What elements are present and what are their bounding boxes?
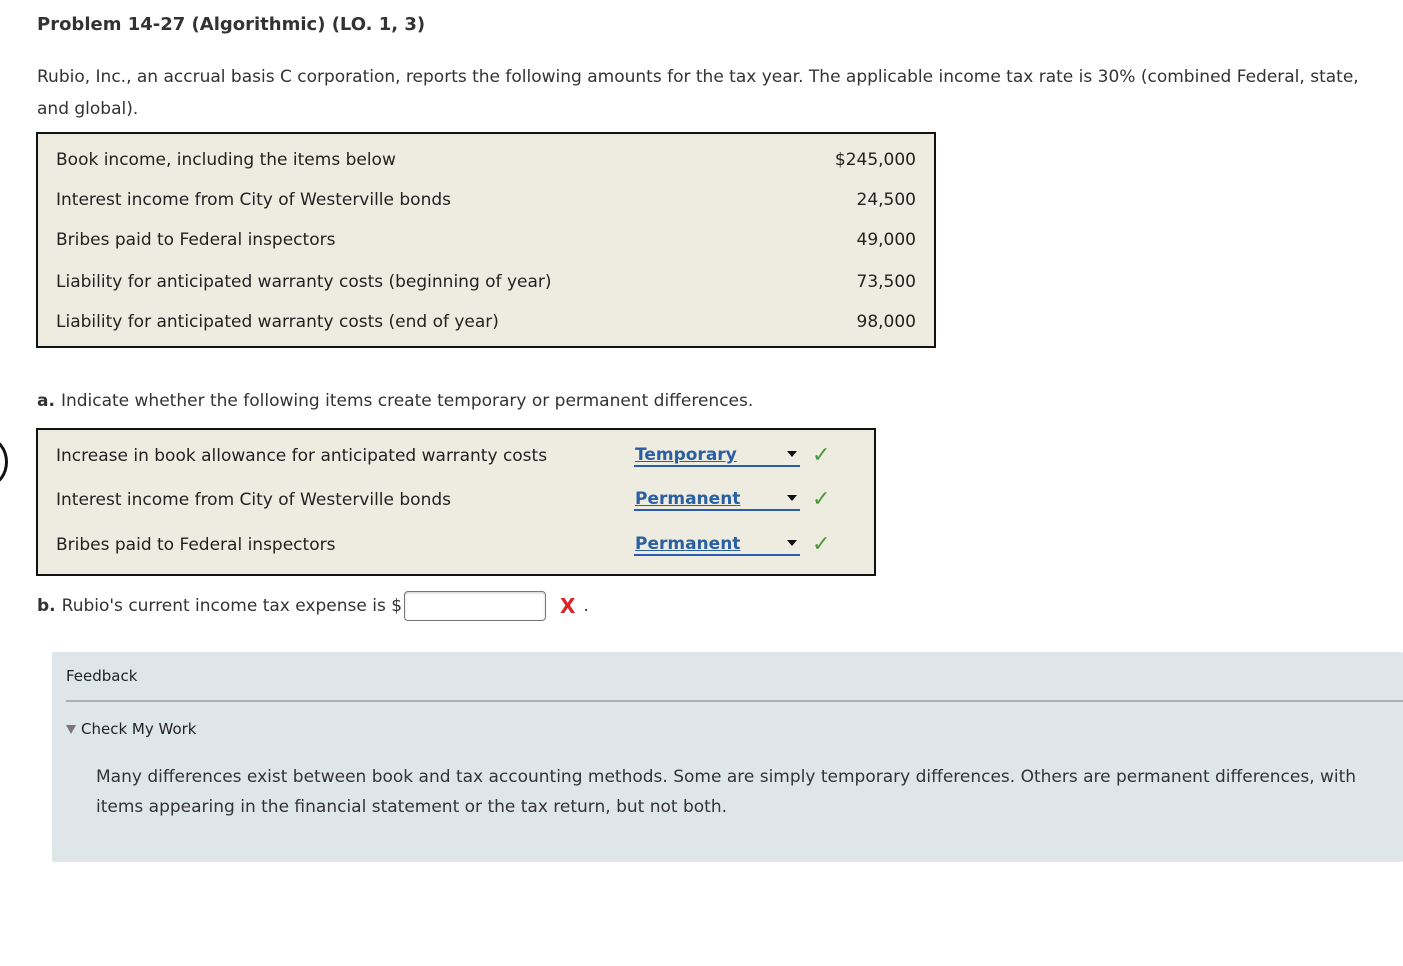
amounts-table <box>36 132 936 348</box>
amount-label: Bribes paid to Federal inspectors <box>56 230 336 250</box>
sentence-period: . <box>583 596 589 616</box>
feedback-panel <box>52 652 1403 862</box>
amount-label: Liability for anticipated warranty costs (beginning of year) <box>56 272 552 292</box>
correct-check-icon: ✓ <box>812 487 831 512</box>
incorrect-x-icon: X <box>560 594 576 618</box>
part-a-text: Indicate whether the following items create temporary or permanent differences. <box>60 391 754 411</box>
dropdown-caret-icon <box>787 451 797 457</box>
part-b-prompt <box>37 589 589 623</box>
amount-row <box>56 220 916 260</box>
selected-value: Permanent <box>635 534 741 554</box>
amount-row <box>56 302 916 342</box>
classification-table <box>36 428 876 576</box>
part-b-label: b. <box>37 596 56 616</box>
amount-label: Book income, including the items below <box>56 150 396 170</box>
amount-row <box>56 180 916 220</box>
feedback-divider <box>66 700 1403 702</box>
difference-type-select[interactable] <box>634 489 800 511</box>
item-description: Increase in book allowance for anticipated warranty costs <box>56 446 548 466</box>
amount-value: 98,000 <box>856 312 916 332</box>
amount-value: $245,000 <box>834 150 916 170</box>
side-circle-icon[interactable] <box>0 438 8 486</box>
amount-row <box>56 140 916 180</box>
difference-type-select[interactable] <box>634 534 800 556</box>
item-description: Bribes paid to Federal inspectors <box>56 535 336 555</box>
amount-value: 73,500 <box>856 272 916 292</box>
check-my-work-toggle[interactable] <box>66 720 196 738</box>
feedback-text: Many differences exist between book and tax accounting methods. Some are simply temporary differences. Others are permanent differences, with items appearing in the financial statement or the tax return, but not both. <box>96 767 1357 817</box>
part-a-label: a. <box>37 391 55 411</box>
amount-value: 49,000 <box>856 230 916 250</box>
selected-value: Temporary <box>635 445 737 465</box>
part-b-text: Rubio's current income tax expense is $ <box>61 596 403 616</box>
amount-row <box>56 262 916 302</box>
amount-value: 24,500 <box>856 190 916 210</box>
dropdown-caret-icon <box>787 540 797 546</box>
selected-value: Permanent <box>635 489 741 509</box>
amount-label: Liability for anticipated warranty costs (end of year) <box>56 312 499 332</box>
dropdown-caret-icon <box>787 495 797 501</box>
problem-title: Problem 14-27 (Algorithmic) (LO. 1, 3) <box>37 14 426 35</box>
amount-label: Interest income from City of Westerville bonds <box>56 190 452 210</box>
difference-type-select[interactable] <box>634 445 800 467</box>
classification-row <box>56 434 856 478</box>
feedback-title: Feedback <box>66 667 138 685</box>
classification-row <box>56 523 856 567</box>
check-my-work-label: Check My Work <box>81 720 197 738</box>
problem-intro: Rubio, Inc., an accrual basis C corporation, reports the following amounts for the tax year. The applicable income tax rate is 30% (combined Federal, state, and global). <box>37 67 1359 119</box>
classification-row <box>56 478 856 522</box>
item-description: Interest income from City of Westerville bonds <box>56 490 452 510</box>
tax-expense-input[interactable] <box>404 591 546 621</box>
correct-check-icon: ✓ <box>812 443 831 468</box>
part-a-prompt <box>37 391 753 411</box>
correct-check-icon: ✓ <box>812 532 831 557</box>
expand-triangle-icon <box>66 725 76 734</box>
